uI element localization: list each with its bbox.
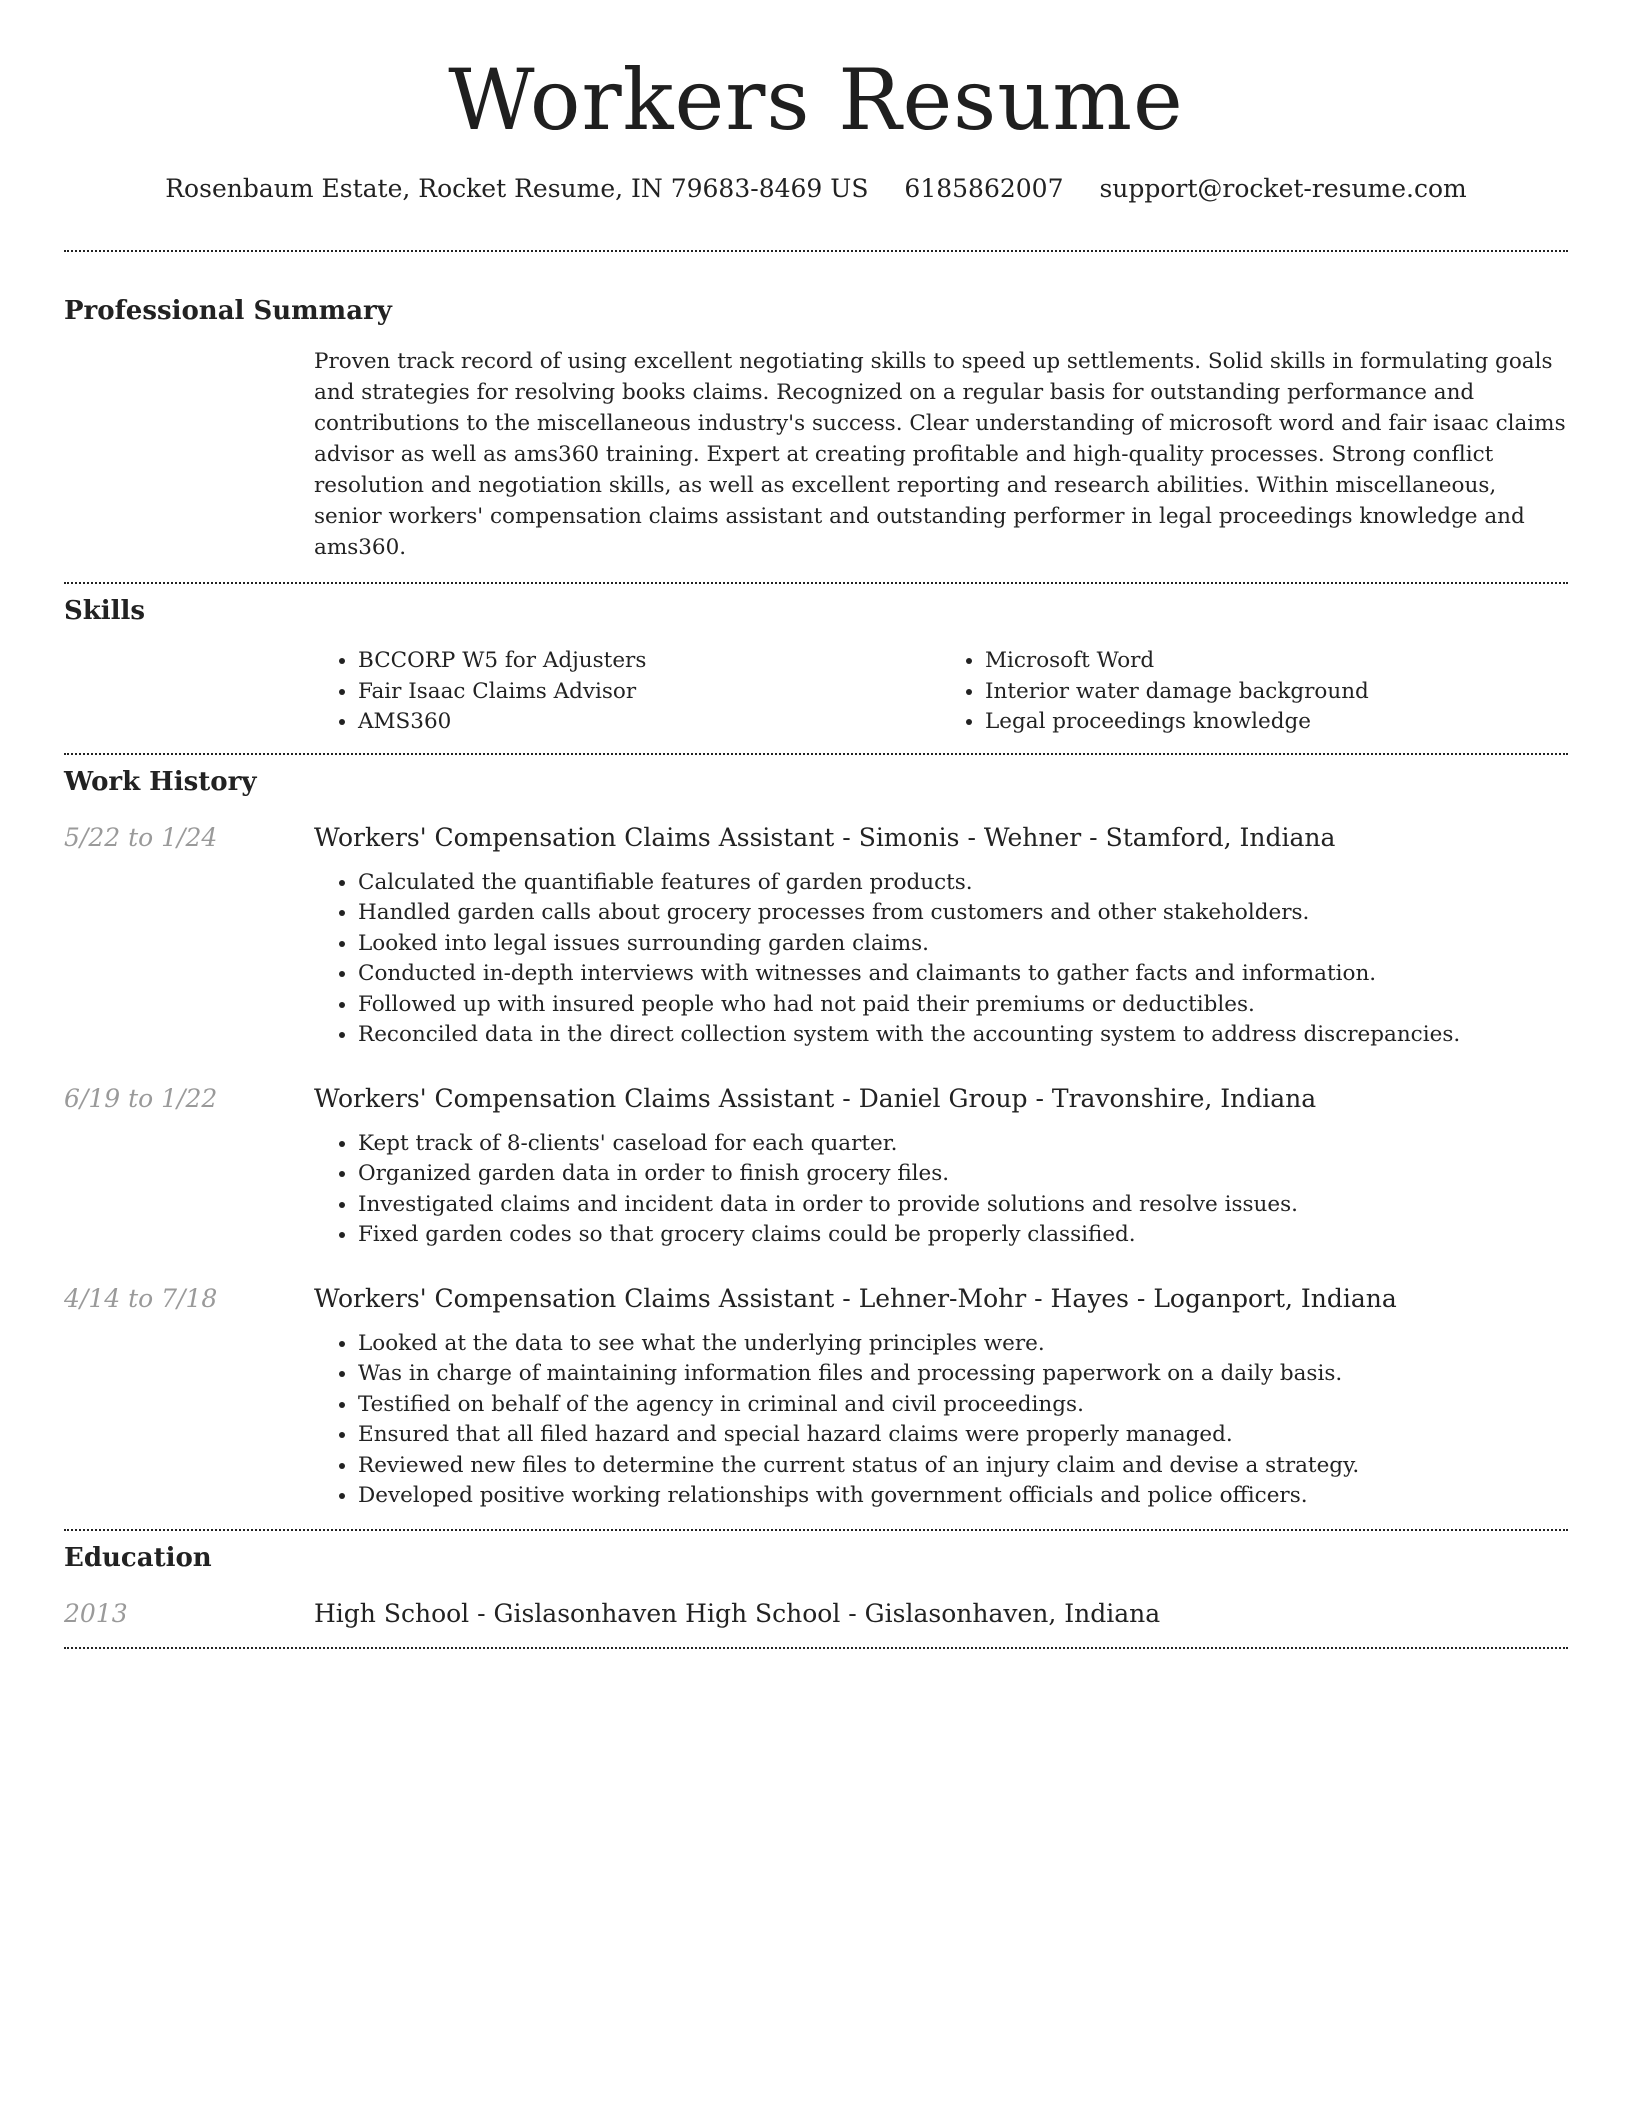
work-history-section <box>64 765 1568 1512</box>
job-dates: 4/14 to 7/18 <box>64 1283 218 1313</box>
job-title: Workers' Compensation Claims Assistant - Lehner-Mohr - Hayes - Loganport, Indiana <box>314 1283 1397 1313</box>
resume-name: Workers Resume <box>448 51 1184 149</box>
divider <box>64 1647 1568 1649</box>
education-title: High School - Gislasonhaven High School - Gislasonhaven, Indiana <box>314 1598 1161 1628</box>
skills-list <box>314 646 1568 738</box>
list-item: • Fair Isaac Claims Advisor <box>358 677 941 708</box>
list-item: • BCCORP W5 for Adjusters <box>358 646 941 677</box>
job-title: Workers' Compensation Claims Assistant - Daniel Group - Travonshire, Indiana <box>314 1083 1317 1113</box>
job-bullets <box>314 1129 1568 1251</box>
section-title-work: Work History <box>64 766 257 797</box>
address: Rosenbaum Estate, Rocket Resume, IN 79683-8469 US <box>165 174 869 203</box>
list-item: • Handled garden calls about grocery processes from customers and other stakeholders. <box>358 898 1568 929</box>
list-item: • Looked into legal issues surrounding garden claims. <box>358 929 1568 960</box>
job-dates: 5/22 to 1/24 <box>64 822 218 852</box>
job-bullets <box>314 1329 1568 1512</box>
list-item: • Interior water damage background <box>985 677 1568 708</box>
list-item: • AMS360 <box>358 707 941 738</box>
divider <box>64 753 1568 755</box>
list-item: • Legal proceedings knowledge <box>985 707 1568 738</box>
job-entry <box>64 1282 1568 1512</box>
list-item: • Followed up with insured people who had not paid their premiums or deductibles. <box>358 990 1568 1021</box>
list-item: • Investigated claims and incident data in order to provide solutions and resolve issues. <box>358 1190 1568 1221</box>
divider <box>64 1529 1568 1531</box>
education-year: 2013 <box>64 1598 128 1628</box>
list-item: • Calculated the quantifiable features of garden products. <box>358 868 1568 899</box>
job-dates: 6/19 to 1/22 <box>64 1083 218 1113</box>
skills-section <box>64 594 1568 738</box>
divider <box>64 582 1568 584</box>
skills-column-left <box>314 646 941 738</box>
section-title-skills: Skills <box>64 596 146 626</box>
summary-text: Proven track record of using excellent negotiating skills to speed up settlements. Solid skills in formulating goals and strategies for resolving books claims. Recognized on a regular basis for outstanding performance and contributions to the miscellaneous industry's success. Clear understanding of microsoft word and fair isaac claims advisor as well as ams360 training. Expert at creating profitable and high-quality processes. Strong conflict resolution and negotiation skills, as well as excellent reporting and research abilities. Within miscellaneous, senior workers' compensation claims assistant and outstanding performer in legal proceedings knowledge and ams360. <box>314 349 1566 560</box>
list-item: • Organized garden data in order to finish grocery files. <box>358 1159 1568 1190</box>
education-entry <box>64 1597 1568 1631</box>
list-item: • Reviewed new files to determine the current status of an injury claim and devise a strategy. <box>358 1451 1568 1482</box>
education-section <box>64 1541 1568 1631</box>
list-item: • Looked at the data to see what the underlying principles were. <box>358 1329 1568 1360</box>
section-title-summary: Professional Summary <box>64 296 392 326</box>
list-item: • Developed positive working relationships with government officials and police officers. <box>358 1481 1568 1512</box>
list-item: • Testified on behalf of the agency in criminal and civil proceedings. <box>358 1390 1568 1421</box>
divider <box>64 250 1568 252</box>
job-bullets <box>314 868 1568 1051</box>
section-title-education: Education <box>64 1542 212 1573</box>
phone: 6185862007 <box>904 174 1064 203</box>
list-item: • Ensured that all filed hazard and special hazard claims were properly managed. <box>358 1420 1568 1451</box>
summary-section <box>64 294 1568 563</box>
list-item: • Reconciled data in the direct collection system with the accounting system to address discrepancies. <box>358 1020 1568 1051</box>
job-entry <box>64 821 1568 1051</box>
job-entry <box>64 1082 1568 1251</box>
resume-page <box>64 0 1568 1649</box>
list-item: • Fixed garden codes so that grocery claims could be properly classified. <box>358 1220 1568 1251</box>
skills-column-right <box>941 646 1568 738</box>
list-item: • Microsoft Word <box>985 646 1568 677</box>
list-item: • Conducted in-depth interviews with witnesses and claimants to gather facts and information. <box>358 959 1568 990</box>
email: support@rocket-resume.com <box>1099 174 1467 203</box>
job-title: Workers' Compensation Claims Assistant - Simonis - Wehner - Stamford, Indiana <box>314 822 1336 852</box>
contact-line <box>64 172 1568 206</box>
list-item: • Kept track of 8-clients' caseload for each quarter. <box>358 1129 1568 1160</box>
list-item: • Was in charge of maintaining information files and processing paperwork on a daily basis. <box>358 1359 1568 1390</box>
